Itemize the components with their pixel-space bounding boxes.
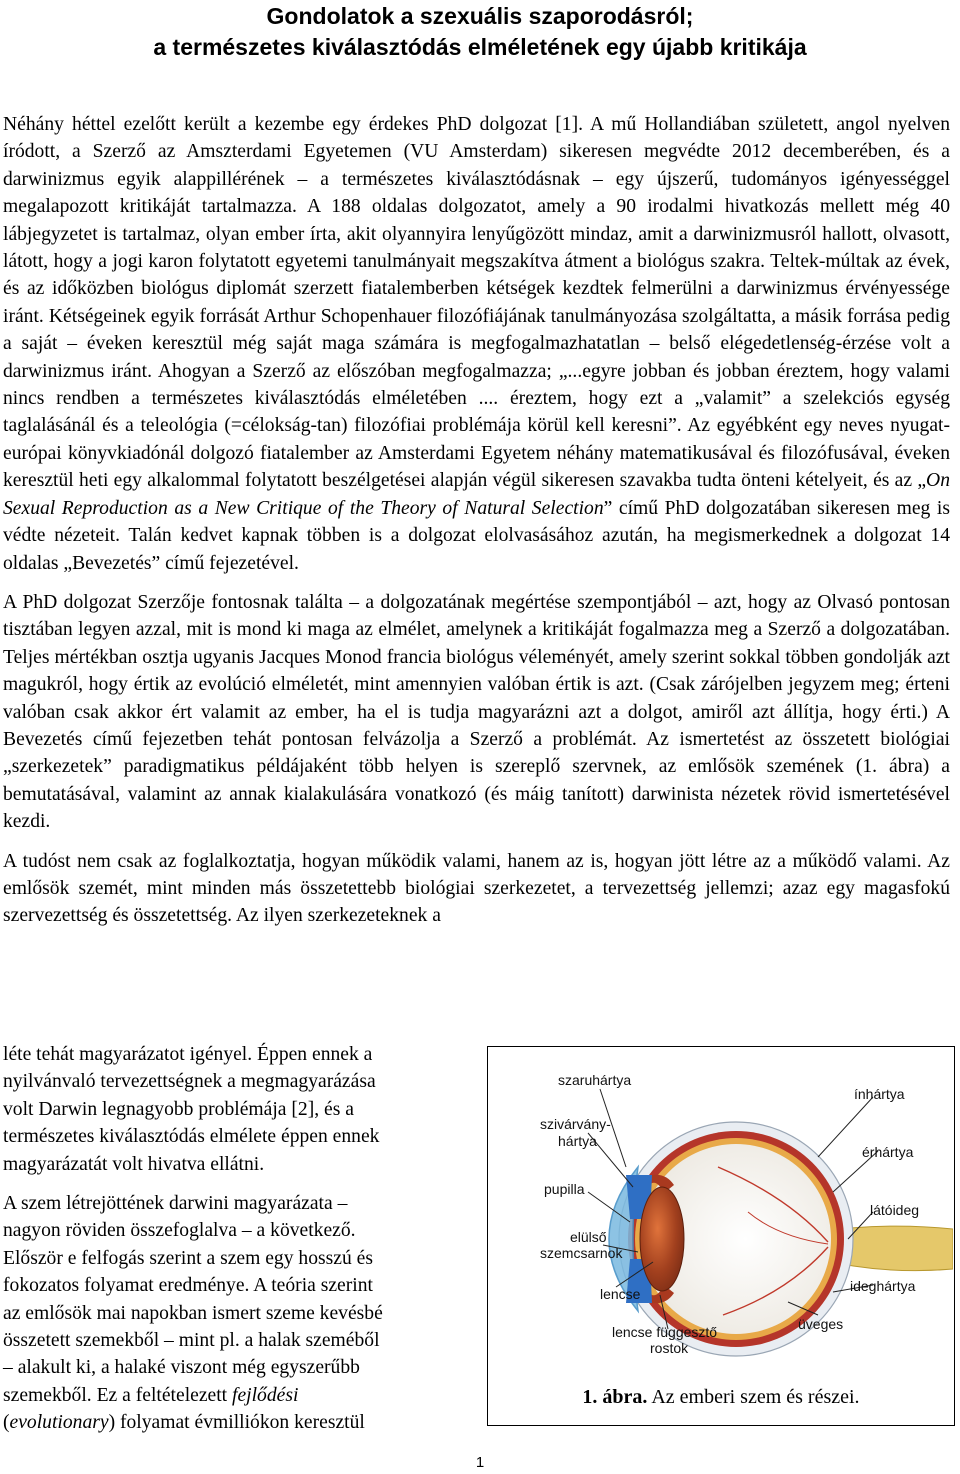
paragraph-1-text-a: Néhány héttel ezelőtt került a kezembe egy érdekes PhD dolgozat [1]. A mű Hollandiában született, angol nyelven íródott, a Szerző az Amszterdami Egyetemen (VU Amsterdam) sikeresen megvédte 2012 decemberében, és a darwinizmus egyik alappillérének – a természetes kiválasztódásnak – egy újszerű, tudományos igényességgel megalapozott kritikáját tartalmazza. A 188 oldalas dolgozatot, amely a 90 irodalmi hivatkozás mellett még 40 lábjegyzetet is tartalmaz, olyan ember írta, akit olyannyira lenyűgözött mindaz, amit a darwinizmusról hallott, olvasott, látott, hogy a jogi karon folytatott egyetemi tanulmányait megszakítva átment a biológus szakra. Teltek-múltak az évek, és az időközben biológus diplomát szerzett fiatalemberben kétségek kezdtek felmerülni a darwinizmus érvényessége iránt. Kétségeinek egyik forrását Arthur Schopenhauer filozófiájának tanulmányozása szolgáltatta, a másik forrása pedig a saját – éveken keresztül még saját maga számára is megfogalmazhatatlan – belső elégedetlenség-érzése volt a darwinizmus iránt. Ahogyan a Szerző az előszóban megfogalmazza; „...egyre jobban és jobban éreztem, hogy valami nincs rendben a természetes kiválasztódás elméletében .... éreztem, hogy ezt a „valamit” a szelekciós egység taglalásánál és a teleológia (=célokság-tan) filozófiai problémája körül kell keresni”. Az egyébként egy neves nyugat-európai könyvkiadónál dolgozó fiatalember az Amsterdami Egyetem néhány matematikusával és filozófusával, éveken keresztül heti egy alkalommal folytatott beszélgetései alapján végül sikeresen szavakba tudta önteni kételyeit, és az „ bbox=[3, 114, 950, 492]
figure-eye-anatomy bbox=[487, 1046, 955, 1426]
paragraph-1-text-b: ” című PhD dolgozatában sikeresen meg is védte nézeteit. Talán kedvet kapnak többen is a dolgozat elolvasásához azután, ha megismerkednek a dolgozat 14 oldalas „Bevezetés” című fejezetével. bbox=[3, 497, 950, 574]
text-line: nagyon röviden összefoglalva – a következő. bbox=[3, 1220, 356, 1242]
text-line: fokozatos folyamat eredménye. A teória szerint bbox=[3, 1275, 373, 1297]
text-line: – alakult ki, a halaké viszont még egyszerűbb bbox=[3, 1357, 360, 1379]
figure-caption bbox=[488, 1385, 954, 1409]
text-line: volt Darwin legnagyobb problémája [2], és a bbox=[3, 1098, 354, 1120]
lens bbox=[640, 1187, 684, 1291]
text-line: Először e felfogás szerint a szem egy hosszú és bbox=[3, 1247, 373, 1269]
label-iris-2: hártya bbox=[558, 1133, 597, 1149]
text-line-part: ) folyamat évmilliókon keresztül bbox=[108, 1412, 365, 1434]
title-line-2: a természetes kiválasztódás elméletének egy újabb kritikája bbox=[153, 34, 807, 60]
label-iris-1: szivárvány- bbox=[540, 1116, 611, 1132]
label-cornea: szaruhártya bbox=[558, 1072, 632, 1088]
body-text bbox=[3, 111, 950, 930]
label-pupil: pupilla bbox=[544, 1181, 585, 1197]
caption-text: Az emberi szem és részei. bbox=[647, 1386, 860, 1408]
label-suspensory-ligament-2: rostok bbox=[650, 1340, 689, 1356]
book-title: On Sexual Reproduction as a New Critique of the Theory of Natural Selection bbox=[3, 470, 950, 519]
text-line: magyarázatát volt hivatva ellátni. bbox=[3, 1153, 265, 1175]
label-choroid: érhártya bbox=[862, 1144, 914, 1160]
paragraph-2: A PhD dolgozat Szerzője fontosnak találta – a dolgozatának megértése szempontjából – azt, hogy az Olvasó pontosan tisztában legyen azzal, mit is mond ki maga az elmélet, amelynek a kritikáját fogalmazza meg a Szerző a dolgozatában. Teljes mértékban osztja ugyanis Jacques Monod francia biológus véleményét, amely szerint sokkal többen gondolják azt magukról, hogy értik az evolúció elméletét, mint amennyien valóban értik is azt. (Csak zárójelben jegyzem meg; érteni valóban csak akkor ért valamit az ember, ha el is tudja magyarázni azt a dolgot, amiről azt állítja, hogy érti.) A Bevezetés című fejezetben tehát pontosan felvázolja a Szerző a problémát. Az ismertetést az összetett biológiai „szerkezetek” paradigmatikus példájaként több helyen is szereplő szervnek, az emlősök szemének (1. ábra) a bemutatásával, valamint az annak kialakulására vonatkozó (és máig tanított) darwinista nézetek rövid ismertetésével kezdi. bbox=[3, 591, 950, 833]
eye-diagram bbox=[488, 1047, 953, 1424]
text-line bbox=[3, 1409, 465, 1436]
text-line-part: szemekből. Ez a feltételezett bbox=[3, 1384, 233, 1406]
text-line: összetett szemekből – mint pl. a halak szeméből bbox=[3, 1330, 380, 1352]
label-sclera: ínhártya bbox=[854, 1086, 905, 1102]
italic-term: fejlődési bbox=[232, 1384, 299, 1406]
text-line: természetes kiválasztódás elmélete éppen ennek bbox=[3, 1126, 380, 1148]
text-line-part: ( bbox=[3, 1412, 10, 1434]
page-title bbox=[0, 0, 960, 62]
title-line-1: Gondolatok a szexuális szaporodásról; bbox=[266, 3, 694, 29]
label-suspensory-ligament-1: lencse függesztő bbox=[612, 1324, 718, 1340]
label-retina: ideghártya bbox=[850, 1278, 916, 1294]
text-line: az emlősök mai napokban ismert szeme kevésbé bbox=[3, 1302, 383, 1324]
label-anterior-chamber-2: szemcsarnok bbox=[540, 1245, 623, 1261]
paragraph-3: A tudóst nem csak az foglalkoztatja, hogyan működik valami, hanem az is, hogyan jött létre az a működő valami. Az emlősök szemét, mint minden más összetettebb biológiai szerkezetet, a tervezettség jellemzi; azaz egy magasfokú szervezettség és összetettség. Az ilyen szerkezeteknek a bbox=[3, 850, 950, 927]
paragraph-1 bbox=[3, 111, 950, 577]
left-column-text bbox=[3, 1041, 465, 1437]
page-number: 1 bbox=[475, 1454, 485, 1471]
text-line bbox=[3, 1382, 465, 1409]
label-vitreous: üveges bbox=[798, 1316, 844, 1332]
label-anterior-chamber-1: elülső bbox=[570, 1229, 607, 1245]
text-line: nyilvánvaló tervezettségnek a megmagyarázása bbox=[3, 1071, 376, 1093]
text-line: A szem létrejöttének darwini magyarázata – bbox=[3, 1193, 348, 1215]
label-optic-nerve: látóideg bbox=[870, 1202, 920, 1218]
left-paragraph-1 bbox=[3, 1041, 465, 1178]
caption-number: 1. ábra. bbox=[582, 1386, 648, 1408]
left-paragraph-2 bbox=[3, 1190, 465, 1437]
italic-term: evolutionary bbox=[9, 1412, 109, 1434]
text-line: léte tehát magyarázatot igényel. Éppen ennek a bbox=[3, 1044, 373, 1065]
label-lens: lencse bbox=[600, 1286, 641, 1302]
